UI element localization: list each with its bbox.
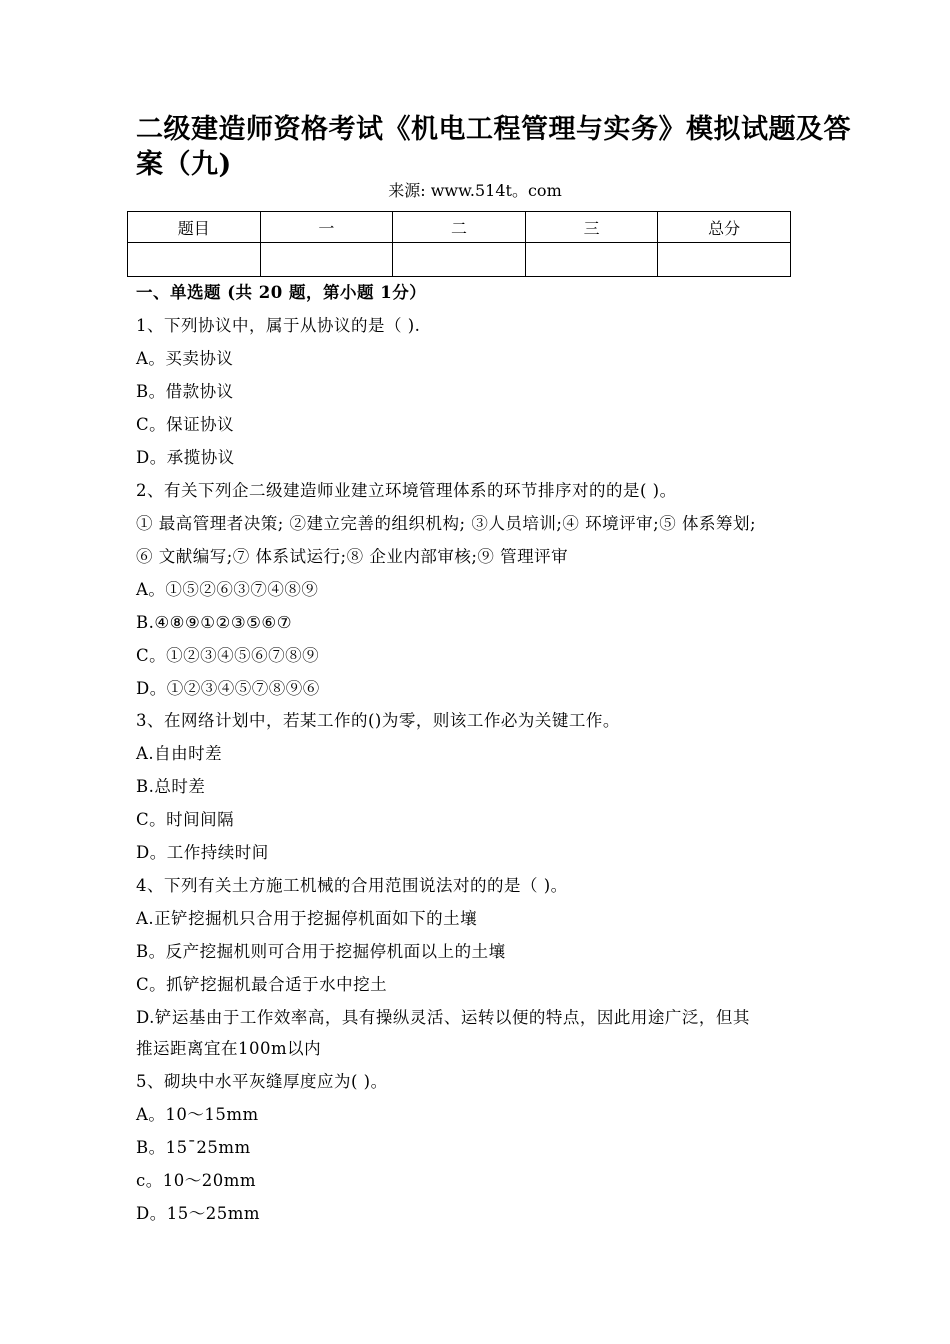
score-table-header-row xyxy=(128,212,791,243)
question-2-option: D。①②③④⑤⑦⑧⑨⑥ xyxy=(136,679,320,698)
question-4-option: C。抓铲挖掘机最合适于水中挖土 xyxy=(136,975,388,994)
question-5-option: D。15～25mm xyxy=(136,1204,261,1223)
question-5-option: c。10～20mm xyxy=(136,1171,257,1190)
question-1-option: B。借款协议 xyxy=(136,382,234,401)
score-value-cell xyxy=(658,243,791,277)
question-3-option: D。工作持续时间 xyxy=(136,843,269,862)
section-heading: 一、单选题 (共 20 题，第小题 1分） xyxy=(136,283,427,302)
question-1-stem: 1、下列协议中，属于从协议的是（ ). xyxy=(136,316,421,335)
question-4-option: A.正铲挖掘机只合用于挖掘停机面如下的土壤 xyxy=(136,909,478,928)
score-table xyxy=(127,211,791,277)
question-1-option: D。承揽协议 xyxy=(136,448,235,467)
score-header-cell: 二 xyxy=(393,212,526,243)
question-1-option: A。买卖协议 xyxy=(136,349,234,368)
score-header-cell: 一 xyxy=(260,212,393,243)
score-value-cell xyxy=(260,243,393,277)
question-3-option: C。时间间隔 xyxy=(136,810,235,829)
score-header-cell: 题目 xyxy=(128,212,261,243)
question-2-option: B.④⑧⑨①②③⑤⑥⑦ xyxy=(136,613,292,632)
question-5-stem: 5、砌块中水平灰缝厚度应为( )。 xyxy=(136,1072,388,1091)
question-2-stem-steps: ① 最高管理者决策; ②建立完善的组织机构; ③人员培训;④ 环境评审;⑤ 体系筹划; xyxy=(136,514,757,533)
score-value-cell xyxy=(525,243,658,277)
question-2-option: C。①②③④⑤⑥⑦⑧⑨ xyxy=(136,646,320,665)
score-value-cell xyxy=(393,243,526,277)
question-5-option: B。15¯25mm xyxy=(136,1138,251,1157)
question-1-option: C。保证协议 xyxy=(136,415,235,434)
question-4-option-continued: 推运距离宜在100m以内 xyxy=(136,1039,322,1058)
score-table-value-row xyxy=(128,243,791,277)
question-2-stem: 2、有关下列企二级建造师业建立环境管理体系的环节排序对的的是( )。 xyxy=(136,481,677,500)
question-3-option: A.自由时差 xyxy=(136,744,223,763)
question-3-stem: 3、在网络计划中，若某工作的()为零，则该工作必为关键工作。 xyxy=(136,711,620,730)
question-2-stem-steps: ⑥ 文献编写;⑦ 体系试运行;⑧ 企业内部审核;⑨ 管理评审 xyxy=(136,547,569,566)
score-header-cell: 总分 xyxy=(658,212,791,243)
document-title: 二级建造师资格考试《机电工程管理与实务》模拟试题及答案（九) xyxy=(136,114,851,180)
question-5-option: A。10～15mm xyxy=(136,1105,259,1124)
question-2-option: A。①⑤②⑥③⑦④⑧⑨ xyxy=(136,580,319,599)
source-line: 来源: www.514t。com xyxy=(388,181,562,200)
question-4-option: D.铲运基由于工作效率高，具有操纵灵活、运转以便的特点，因此用途广泛，但其 xyxy=(136,1008,750,1027)
score-value-cell xyxy=(128,243,261,277)
question-4-option: B。反产挖掘机则可合用于挖掘停机面以上的土壤 xyxy=(136,942,506,961)
question-4-stem: 4、下列有关土方施工机械的合用范围说法对的的是（ )。 xyxy=(136,876,568,895)
score-header-cell: 三 xyxy=(525,212,658,243)
question-3-option: B.总时差 xyxy=(136,777,206,796)
